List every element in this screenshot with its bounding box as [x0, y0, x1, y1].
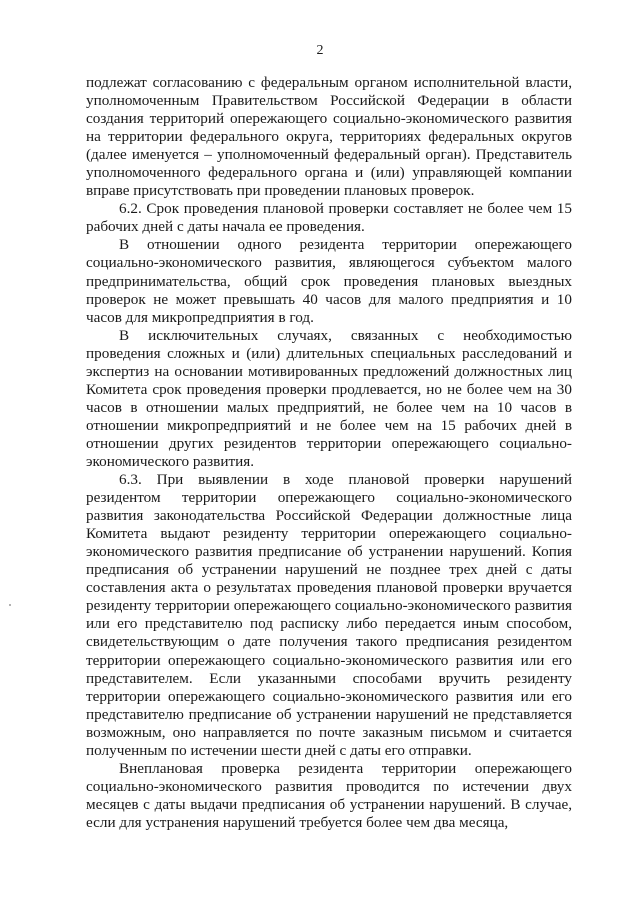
paragraph-unscheduled-inspection: Внеплановая проверка резидента территории опережающего социально-экономического развития проводится по истечении двух месяцев с даты выдачи предписания об устранении нарушений. В случае, если для устранения нарушений требуется более чем два месяца,: [86, 759, 572, 831]
paragraph-6-3: 6.3. При выявлении в ходе плановой проверки нарушений резидентом территории опережающего социально-экономического развития законодательства Российской Федерации должностные лица Комитета выдают резиденту территории опережающего социально-экономического развития предписание об устранении нарушений. Копия предписания об устранении нарушений не позднее трех дней с даты составления акта о результатах проведения плановой проверки вручается резиденту территории опережающего социально-экономического развития или его представителю под расписку либо передается иным способом, свидетельствующим о дате получения такого предписания резидентом территории опережающего социально-экономического развития или его представителем. Если указанными способами вручить резиденту территории опережающего социально-экономического развития или его представителю предписание об устранении нарушений не представляется возможным, оно направляется по почте заказным письмом и считается полученным по истечении шести дней с даты его отправки.: [86, 471, 572, 759]
scan-speck: [9, 604, 11, 606]
document-body: [86, 74, 572, 832]
paragraph-6-2: 6.2. Срок проведения плановой проверки составляет не более чем 15 рабочих дней с даты начала ее проведения.: [86, 200, 572, 236]
paragraph-continuation: подлежат согласованию с федеральным органом исполнительной власти, уполномоченным Правительством Российской Федерации в области создания территорий опережающего социально-экономического развития на территории федерального округа, территориях федеральных округов (далее именуется – уполномоченный федеральный орган). Представитель уполномоченного федерального органа и (или) управляющей компании вправе присутствовать при проведении плановых проверок.: [86, 74, 572, 200]
paragraph-exceptional-cases: В исключительных случаях, связанных с необходимостью проведения сложных и (или) длительных специальных расследований и экспертиз на основании мотивированных предложений должностных лиц Комитета срок проведения проверки продлевается, но не более чем на 30 часов в отношении малых предприятий, не более чем на 10 часов в отношении микропредприятий и не более чем на 15 рабочих дней в отношении других резидентов территории опережающего социально-экономического развития.: [86, 326, 572, 470]
paragraph-small-business-limit: В отношении одного резидента территории опережающего социально-экономического развития, являющегося субъектом малого предпринимательства, общий срок проведения плановых выездных проверок не может превышать 40 часов для малого предприятия и 10 часов для микропредприятия в год.: [86, 236, 572, 326]
page-number: 2: [316, 43, 324, 58]
